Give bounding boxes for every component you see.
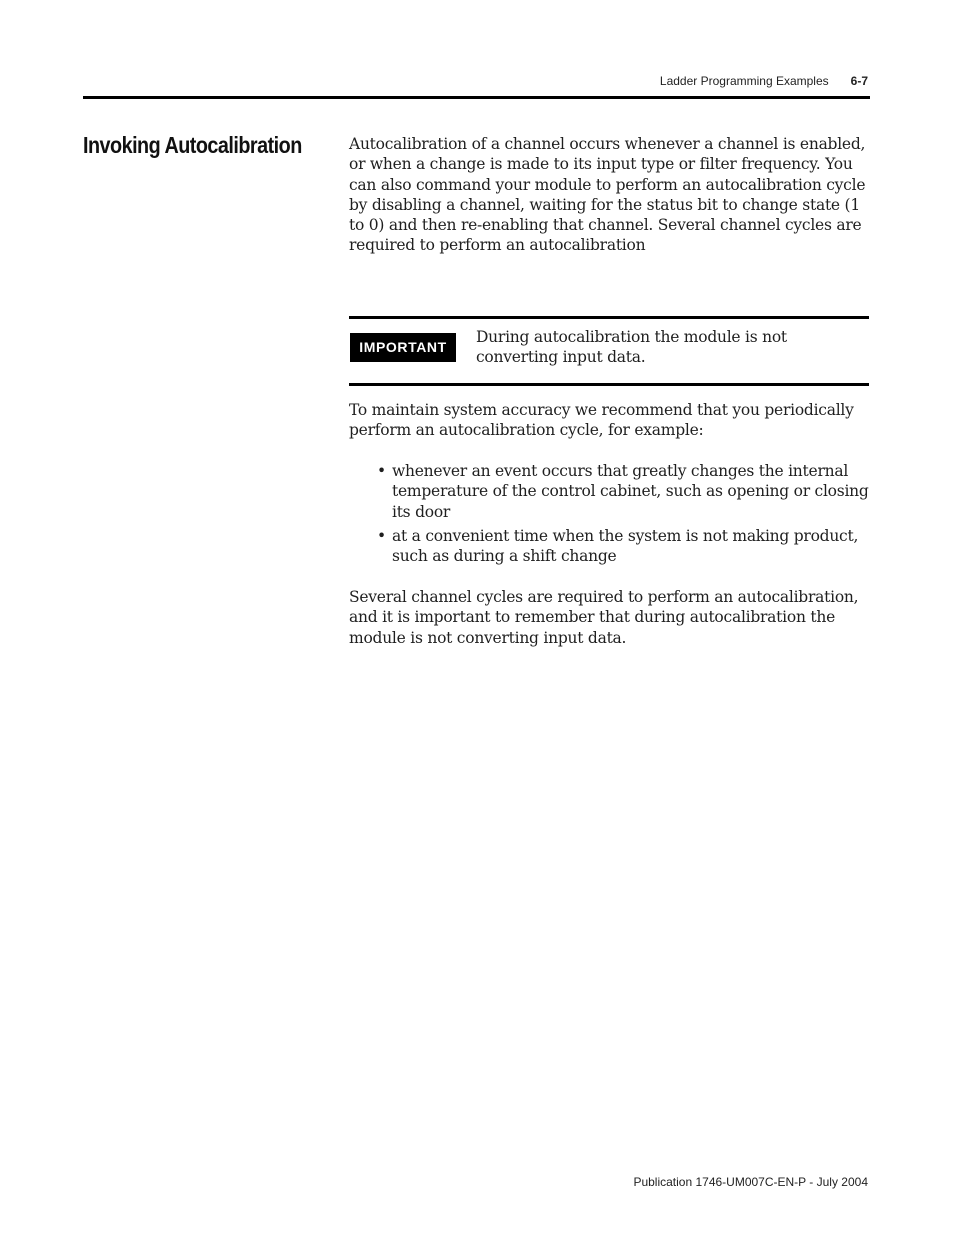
section-heading: Invoking Autocalibration (83, 132, 302, 158)
intro-paragraph: Autocalibration of a channel occurs whenever a channel is enabled, or when a change is made to its input type or filter frequency. You can also command your module to perform an autocalibration cycle by disabling a channel, waiting for the status bit to change state (1 to 0) and then re-enabling that channel. Several channel cycles are required to perform an autocalibration (349, 135, 866, 255)
list-item (376, 526, 869, 567)
important-notice (349, 316, 869, 386)
important-label: IMPORTANT (350, 333, 456, 362)
page-number: 6-7 (850, 74, 868, 88)
list-item-text: at a convenient time when the system is not making product, such as during a shift change (392, 526, 859, 566)
example-list (376, 461, 869, 570)
list-item-text: whenever an event occurs that greatly changes the internal temperature of the control cabinet, such as opening or closing its door (392, 462, 869, 521)
important-text: During autocalibration the module is not converting input data. (476, 328, 787, 367)
running-header (660, 74, 868, 88)
header-rule (83, 96, 870, 99)
bullet-icon: • (377, 462, 386, 480)
recommend-paragraph: To maintain system accuracy we recommend that you periodically perform an autocalibration cycle, for example: (349, 401, 854, 440)
closing-paragraph: Several channel cycles are required to perform an autocalibration, and it is important to remember that during autocalibration the module is not converting input data. (349, 588, 859, 647)
list-item (376, 461, 869, 522)
publication-footer: Publication 1746-UM007C-EN-P - July 2004 (633, 1175, 868, 1189)
header-section-title: Ladder Programming Examples (659, 74, 829, 88)
bullet-icon: • (377, 526, 386, 545)
